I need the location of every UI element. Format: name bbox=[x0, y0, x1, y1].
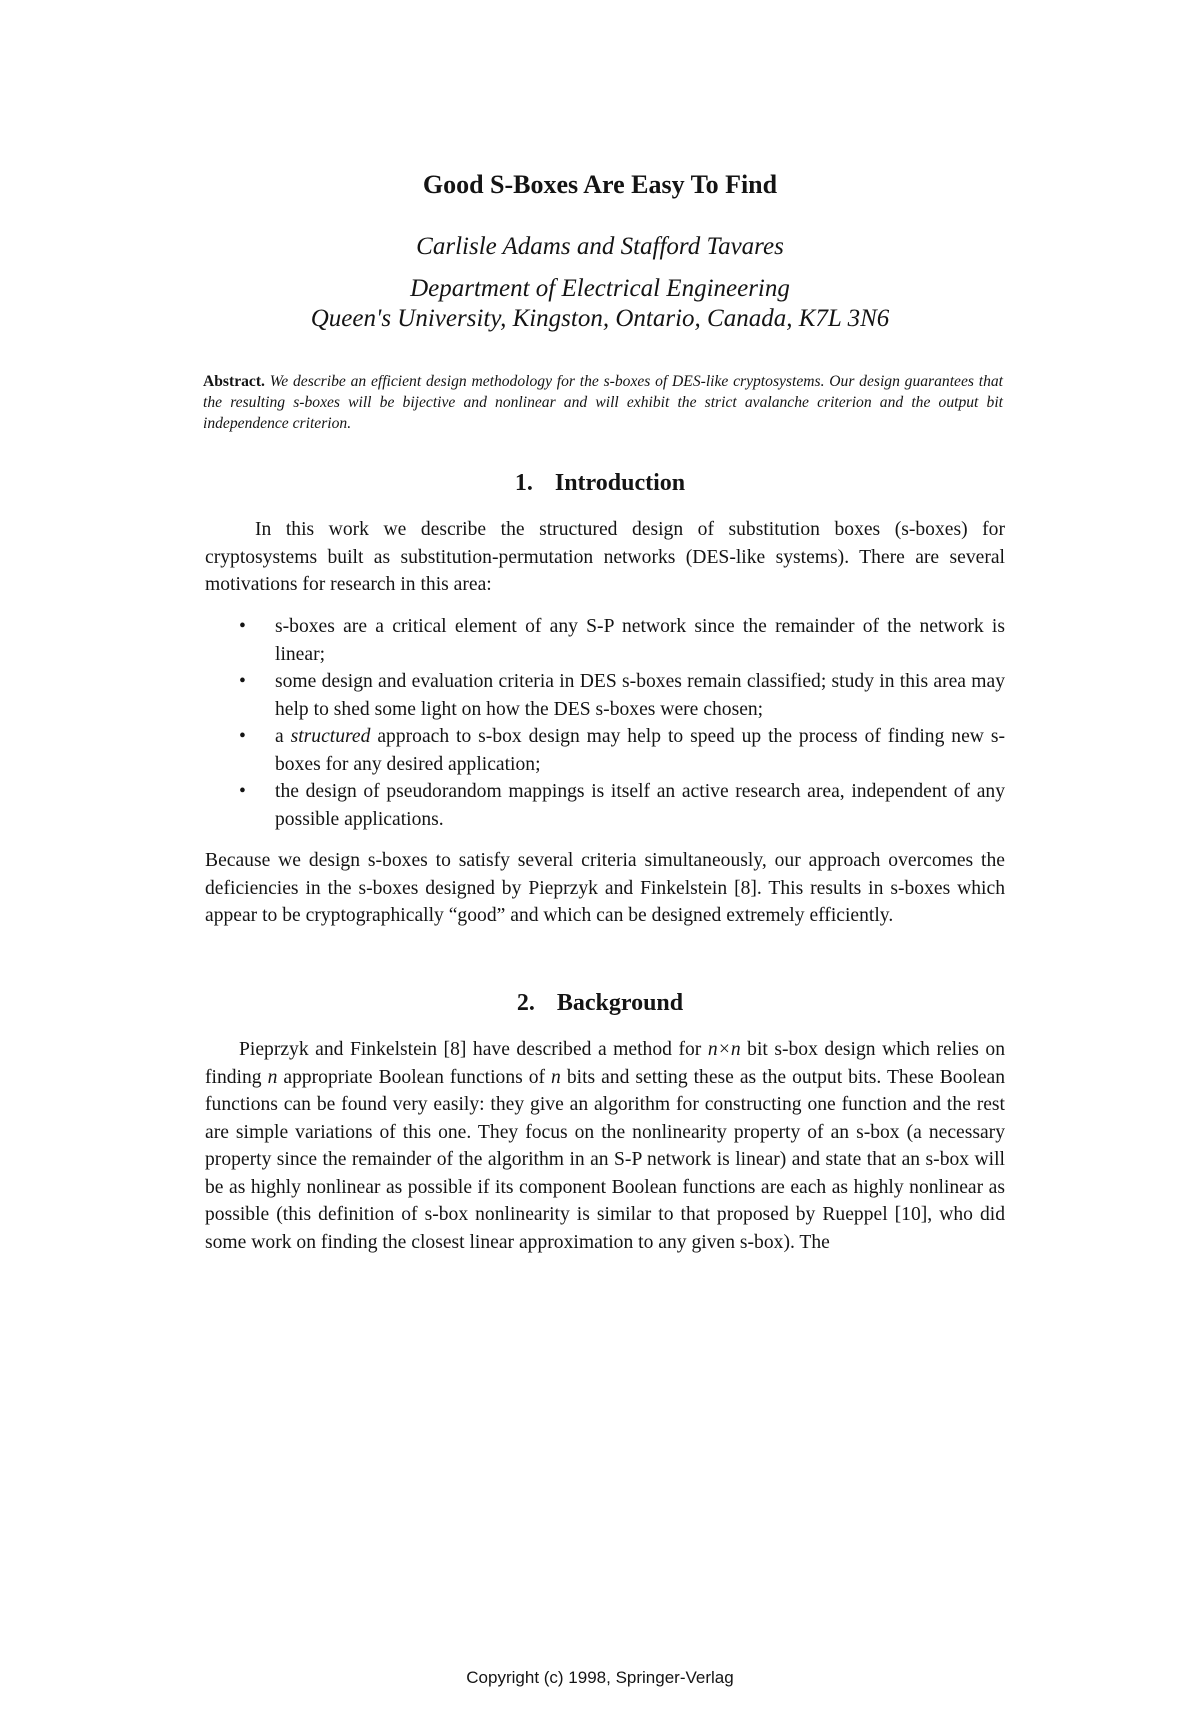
background-paragraph-1 bbox=[205, 1036, 1005, 1256]
background-text-c: appropriate Boolean functions of bbox=[277, 1066, 552, 1088]
section-heading-background bbox=[0, 990, 1200, 1017]
bullet-icon: • bbox=[239, 781, 246, 802]
paper-authors: Carlisle Adams and Stafford Tavares bbox=[416, 233, 784, 260]
list-item-text: s-boxes are a critical element of any S-P network since the remainder of the network is linear; bbox=[275, 616, 1005, 665]
author-department: Department of Electrical Engineering bbox=[410, 275, 790, 302]
introduction-paragraph-1: In this work we describe the structured design of substitution boxes (s-boxes) for cryptosystems built as substitution-permutation networks (DES-like systems). There are several motivations for research in this area: bbox=[205, 519, 1005, 595]
math-n-by-n: n×n bbox=[707, 1039, 741, 1060]
abstract-text: We describe an efficient design methodology for the s-boxes of DES-like cryptosystems. Our design guarantees that the resulting s-boxes will be bijective and nonlinear and will exhibit the strict avalanche criterion and the output bit independence criterion. bbox=[203, 373, 1003, 432]
list-item-text: the design of pseudorandom mappings is itself an active research area, independent of any possible applications. bbox=[275, 781, 1005, 830]
abstract-label: Abstract. bbox=[203, 373, 265, 390]
paper-title: Good S-Boxes Are Easy To Find bbox=[422, 170, 778, 199]
list-item-emphasis: structured bbox=[290, 726, 371, 747]
background-text-b: bit s-box design which relies on finding bbox=[205, 1039, 1005, 1088]
author-university: Queen's University, Kingston, Ontario, Canada, K7L 3N6 bbox=[310, 305, 890, 332]
bullet-icon: • bbox=[239, 616, 246, 637]
bullet-icon: • bbox=[239, 671, 246, 692]
list-item bbox=[205, 613, 1005, 668]
section-title: Background bbox=[556, 990, 684, 1016]
bullet-icon: • bbox=[239, 726, 246, 747]
section-heading-introduction bbox=[0, 470, 1200, 497]
list-item bbox=[205, 778, 1005, 833]
math-n: n bbox=[267, 1066, 278, 1088]
list-item-text: some design and evaluation criteria in DES s-boxes remain classified; study in this area may help to shed some light on how the DES s-boxes were chosen; bbox=[275, 671, 1005, 720]
list-item-suffix: approach to s-box design may help to speed up the process of finding new s-boxes for any desired application; bbox=[275, 726, 1005, 775]
math-n: n bbox=[551, 1066, 561, 1088]
copyright-footer: Copyright (c) 1998, Springer-Verlag bbox=[466, 1668, 734, 1687]
section-number: 2. bbox=[516, 990, 535, 1016]
list-item-prefix: a bbox=[275, 726, 291, 747]
background-text-a: Pieprzyk and Finkelstein [8] have described a method for bbox=[239, 1039, 708, 1060]
section-title: Introduction bbox=[554, 470, 686, 496]
background-text-d: bits and setting these as the output bits. These Boolean functions can be found very easily: they give an algorithm for constructing one function and the rest are simple variations of this one. They focus on the nonlinearity property of an s-box (a necessary property since the remainder of the algorithm in an S-P network is linear) and state that an s-box will be as highly nonlinear as possible if its component Boolean functions are each as highly nonlinear as possible (this definition of s-box nonlinearity is similar to that proposed by Rueppel [10], who did some work on finding the closest linear approximation to any given s-box). The bbox=[205, 1066, 1006, 1253]
introduction-paragraph-2: Because we design s-boxes to satisfy several criteria simultaneously, our approach overcomes the deficiencies in the s-boxes designed by Pieprzyk and Finkelstein [8]. This results in s-boxes which appear to be cryptographically “good” and which can be designed extremely efficiently. bbox=[205, 850, 1005, 926]
section-number: 1. bbox=[514, 470, 533, 496]
abstract bbox=[203, 371, 1003, 434]
list-item bbox=[205, 723, 1005, 778]
list-item bbox=[205, 668, 1005, 723]
motivation-list bbox=[205, 613, 1005, 833]
